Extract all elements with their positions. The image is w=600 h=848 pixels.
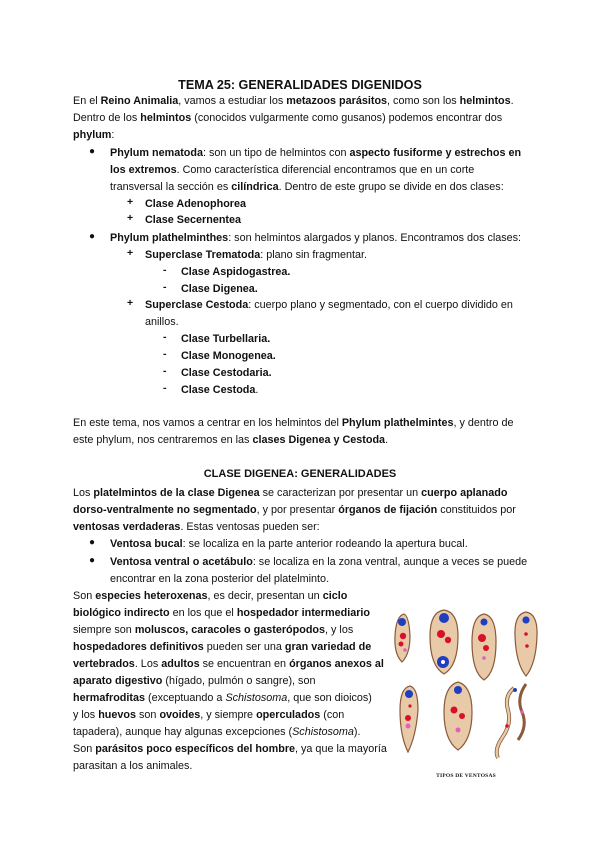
superclase-trematoda: Superclase Trematoda: plano sin fragmentar. bbox=[145, 249, 368, 261]
worm-7 bbox=[497, 684, 526, 758]
class-monogenea: Clase Monogenea. bbox=[181, 350, 276, 362]
page-title: TEMA 25: GENERALIDADES DIGENIDOS bbox=[178, 78, 422, 92]
hetero-line-5: vertebrados. Los adultos se encuentran en órganos anexos al bbox=[73, 658, 384, 670]
plus-icon: + bbox=[127, 297, 134, 309]
focus-line-2: este phylum, nos centraremos en las clases Digenea y Cestoda. bbox=[73, 434, 389, 446]
hetero-line-6: aparato digestivo (hígado, pulmón o sangre), son bbox=[73, 675, 316, 687]
class-digenea: Clase Digenea. bbox=[181, 283, 258, 295]
dash-icon: - bbox=[163, 382, 167, 394]
bullet-icon: ● bbox=[89, 555, 96, 566]
section-title: CLASE DIGENEA: GENERALIDADES bbox=[203, 468, 397, 480]
bullet-icon: ● bbox=[89, 231, 96, 242]
class-turbellaria: Clase Turbellaria. bbox=[181, 333, 271, 345]
focus-line-1: En este tema, nos vamos a centrar en los helmintos del Phylum plathelmintes, y dentro de bbox=[73, 417, 514, 429]
worm-1 bbox=[395, 614, 410, 662]
hetero-line-10: Son parásitos poco específicos del hombre, ya que la mayoría bbox=[73, 743, 387, 755]
nematoda-line-1: Phylum nematoda: son un tipo de helmintos con aspecto fusiforme y estrechos en bbox=[110, 147, 522, 159]
class-secernentea: Clase Secernentea bbox=[145, 214, 242, 226]
class-cestoda: Clase Cestoda. bbox=[181, 384, 259, 396]
plathelminthes-line-1: Phylum plathelminthes: son helmintos alargados y planos. Encontramos dos clases: bbox=[110, 232, 522, 244]
hetero-line-11: parasitan a los animales. bbox=[73, 760, 193, 772]
class-adenophorea: Clase Adenophorea bbox=[145, 198, 246, 210]
worm-2 bbox=[430, 610, 458, 674]
worm-4 bbox=[515, 612, 537, 676]
worm-5 bbox=[400, 686, 418, 752]
worm-6 bbox=[444, 682, 472, 750]
intro-line-1: En el Reino Animalia, vamos a estudiar los metazoos parásitos, como son los helmintos. bbox=[73, 95, 514, 107]
ventosa-ventral: Ventosa ventral o acetábulo: se localiza en la zona ventral, aunque a veces se puede bbox=[110, 556, 528, 568]
dash-icon: - bbox=[163, 348, 167, 360]
hetero-line-8: y los huevos son ovoides, y siempre operculados (con bbox=[73, 709, 345, 721]
ventosa-ventral-2: encontrar en la zona posterior del platelminto. bbox=[110, 573, 330, 585]
bullet-icon: ● bbox=[89, 537, 96, 548]
dash-icon: - bbox=[163, 264, 167, 276]
hetero-line-3: siempre son moluscos, caracoles o gasterópodos, y los bbox=[73, 624, 354, 636]
dash-icon: - bbox=[163, 331, 167, 343]
ventosas-figure bbox=[386, 606, 546, 772]
dash-icon: - bbox=[163, 365, 167, 377]
hetero-line-7: hermafroditas (exceptuando a Schistosoma, que son dioicos) bbox=[73, 692, 372, 704]
dash-icon: - bbox=[163, 281, 167, 293]
hetero-line-1: Son especies heteroxenas, es decir, presentan un ciclo bbox=[73, 590, 348, 602]
worm-3 bbox=[472, 614, 496, 680]
bullet-icon: ● bbox=[89, 146, 96, 157]
hetero-line-4: hospedadores definitivos pueden ser una gran variedad de bbox=[73, 641, 372, 653]
hetero-line-2: biológico indirecto en los que el hospedador intermediario bbox=[73, 607, 370, 619]
nematoda-line-2: los extremos. Como característica diferencial encontramos que en un corte bbox=[110, 164, 475, 176]
class-cestodaria: Clase Cestodaria. bbox=[181, 367, 272, 379]
class-aspidogastrea: Clase Aspidogastrea. bbox=[181, 266, 291, 278]
plus-icon: + bbox=[127, 196, 134, 208]
ventosa-bucal: Ventosa bucal: se localiza en la parte anterior rodeando la apertura bucal. bbox=[110, 538, 468, 550]
hetero-line-9: tapadera), aunque hay algunas excepciones (Schistosoma). bbox=[73, 726, 361, 738]
digenea-line-1: Los platelmintos de la clase Digenea se caracterizan por presentar un cuerpo aplanado bbox=[73, 487, 508, 499]
digenea-line-3: ventosas verdaderas. Estas ventosas pueden ser: bbox=[73, 521, 320, 533]
plus-icon: + bbox=[127, 212, 134, 224]
cestoda-line-2: anillos. bbox=[145, 316, 179, 328]
intro-line-3: phylum: bbox=[73, 129, 115, 141]
nematoda-line-3: transversal la sección es cilíndrica. Dentro de este grupo se divide en dos clases: bbox=[110, 181, 504, 193]
plus-icon: + bbox=[127, 247, 134, 259]
intro-line-2: Dentro de los helmintos (conocidos vulgarmente como gusanos) podemos encontrar dos bbox=[73, 112, 503, 124]
superclase-cestoda: Superclase Cestoda: cuerpo plano y segmentado, con el cuerpo dividido en bbox=[145, 299, 513, 311]
figure-caption: TIPOS DE VENTOSAS bbox=[436, 773, 496, 779]
digenea-line-2: dorso-ventralmente no segmentado, y por presentar órganos de fijación constituidos por bbox=[73, 504, 516, 516]
